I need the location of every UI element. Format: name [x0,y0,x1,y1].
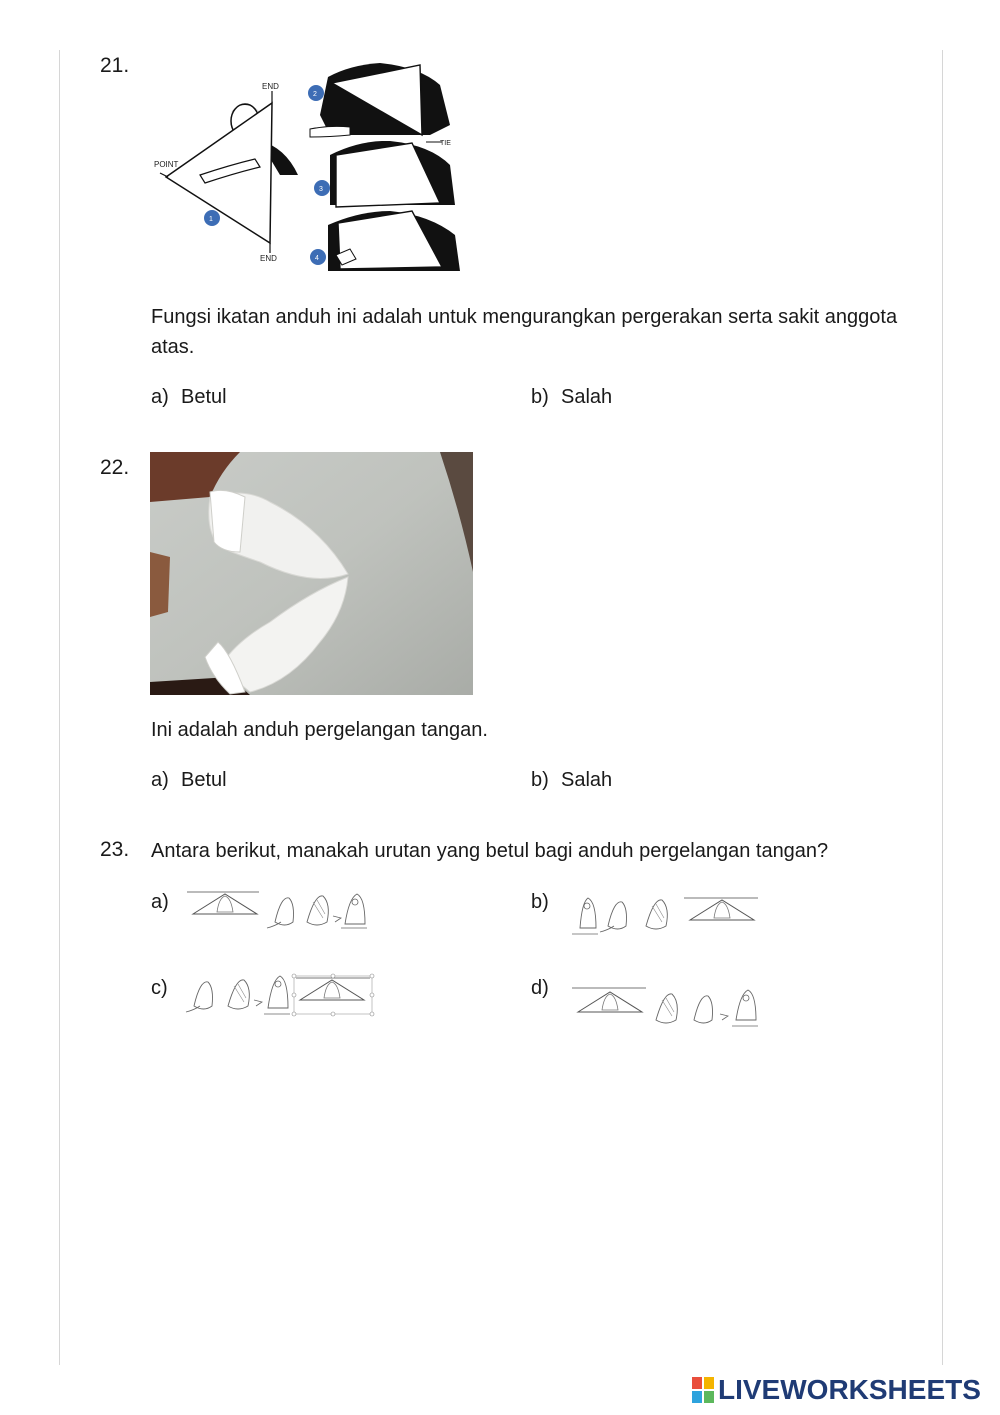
question-22-option-a[interactable] [151,766,227,794]
option-letter: a) [151,769,169,791]
sling-figure-step-4 [328,211,460,271]
label-end-top: END [262,82,279,91]
label-end-bottom: END [260,254,277,263]
option-a-sequence-image [185,888,375,932]
liveworksheets-logo-icon [692,1377,714,1403]
option-b-sequence-image [570,890,760,936]
question-21-option-b[interactable] [531,383,612,411]
label-point: POINT [154,160,179,169]
wrist-bandage-photo [150,452,473,695]
step-1-label: 1 [209,216,213,223]
option-letter: b) [531,386,549,408]
question-23-number: 23. [100,838,130,861]
option-d-sequence-image [570,980,760,1028]
liveworksheets-wordmark: LIVEWORKSHEETS [718,1374,981,1405]
question-21-number: 21. [100,54,130,77]
sling-figure-step-3 [330,141,455,207]
step-3-label: 3 [319,186,323,193]
step-2-label: 2 [313,91,317,98]
liveworksheets-brand [692,1374,981,1406]
question-22-number: 22. [100,456,130,479]
option-label: Salah [561,769,613,791]
option-label: Betul [181,386,227,408]
sling-figure-step-1 [160,91,298,253]
question-22-option-b[interactable] [531,766,612,794]
sling-figure-step-2 [310,63,450,137]
option-letter: b) [531,891,549,913]
step-4-label: 4 [315,255,319,262]
label-tie: TIE [440,140,451,147]
option-letter: a) [151,386,169,408]
option-letter: b) [531,769,549,791]
arm-sling-diagram [150,55,465,275]
option-c-sequence-image [182,970,377,1018]
question-21-option-a[interactable] [151,383,227,411]
option-label: Salah [561,386,613,408]
left-margin-rule [59,50,60,1365]
question-22-text: Ini adalah anduh pergelangan tangan. [151,719,488,741]
question-21-text: Fungsi ikatan anduh ini adalah untuk mengurangkan pergerakan serta sakit anggota atas. [151,306,898,358]
option-label: Betul [181,769,227,791]
option-letter: a) [151,891,169,913]
right-margin-rule [942,50,943,1365]
option-letter: d) [531,977,549,999]
option-letter: c) [151,977,168,999]
question-23-text: Antara berikut, manakah urutan yang betul bagi anduh pergelangan tangan? [151,840,829,862]
